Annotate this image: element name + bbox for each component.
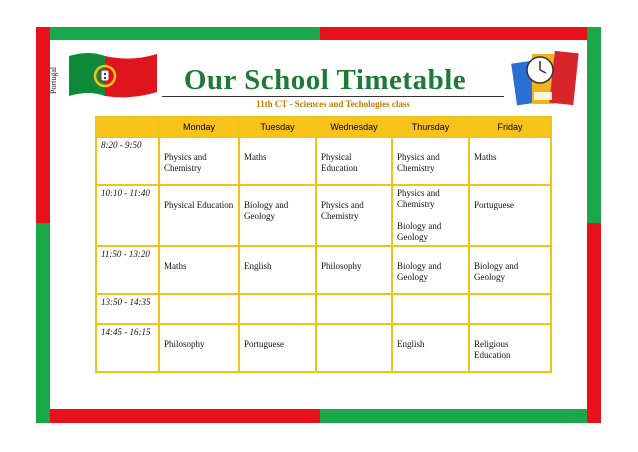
border-right-bottom [587,223,601,423]
lesson-cell [469,294,551,324]
lesson-cell: Biology and Geology [392,246,469,294]
lesson-cell [316,294,392,324]
table-row [96,137,551,185]
lesson-cell: Physics and Chemistry [316,185,392,246]
lesson-cell [159,294,239,324]
border-bottom-left [50,409,320,423]
lesson-cell: Physics and Chemistry Biology and Geology [392,185,469,246]
border-left-bottom [36,223,50,423]
lesson-cell: Physics and Chemistry [392,137,469,185]
lesson-cell: English [392,324,469,372]
lesson-cell [392,294,469,324]
lesson-cell: Maths [159,246,239,294]
lesson-cell: Portuguese [239,324,316,372]
title-rule [162,96,504,97]
lesson-cell: Biology and Geology [469,246,551,294]
lesson-cell: Maths [239,137,316,185]
table-row [96,294,551,324]
lesson-cell: Maths [469,137,551,185]
lesson-cell [316,324,392,372]
lesson-cell: Philosophy [159,324,239,372]
table-row [96,185,551,246]
time-slot: 14:45 - 16:15 [96,324,159,372]
border-left-top [36,27,50,223]
timetable [95,116,552,373]
border-top-right [320,27,601,40]
lesson-cell: Religious Education [469,324,551,372]
header-thursday: Thursday [392,117,469,137]
header-friday: Friday [469,117,551,137]
header-tuesday: Tuesday [239,117,316,137]
lesson-cell: Physics and Chemistry [159,137,239,185]
books-clock-icon [508,44,586,108]
lesson-cell: Philosophy [316,246,392,294]
table-header-row [96,117,551,137]
portugal-flag-icon [65,48,161,98]
class-subtitle: 11th CT - Sciences and Techologies class [256,99,410,109]
time-slot: 8:20 - 9:50 [96,137,159,185]
header-monday: Monday [159,117,239,137]
border-right-top [587,27,601,223]
lesson-cell [239,294,316,324]
time-slot: 10:10 - 11:40 [96,185,159,246]
page-title: Our School Timetable [183,64,467,96]
header-corner [96,117,159,137]
time-slot: 11:50 - 13:20 [96,246,159,294]
time-slot: 13:50 - 14:35 [96,294,159,324]
table-row [96,324,551,372]
lesson-cell: Physical Education [316,137,392,185]
header-wednesday: Wednesday [316,117,392,137]
lesson-cell: Physical Education [159,185,239,246]
table-row [96,246,551,294]
border-top-left [36,27,320,40]
flag-label: Portugal [49,66,58,94]
lesson-cell: English [239,246,316,294]
lesson-cell: Portuguese [469,185,551,246]
lesson-cell: Biology and Geology [239,185,316,246]
border-bottom-right [320,409,590,423]
